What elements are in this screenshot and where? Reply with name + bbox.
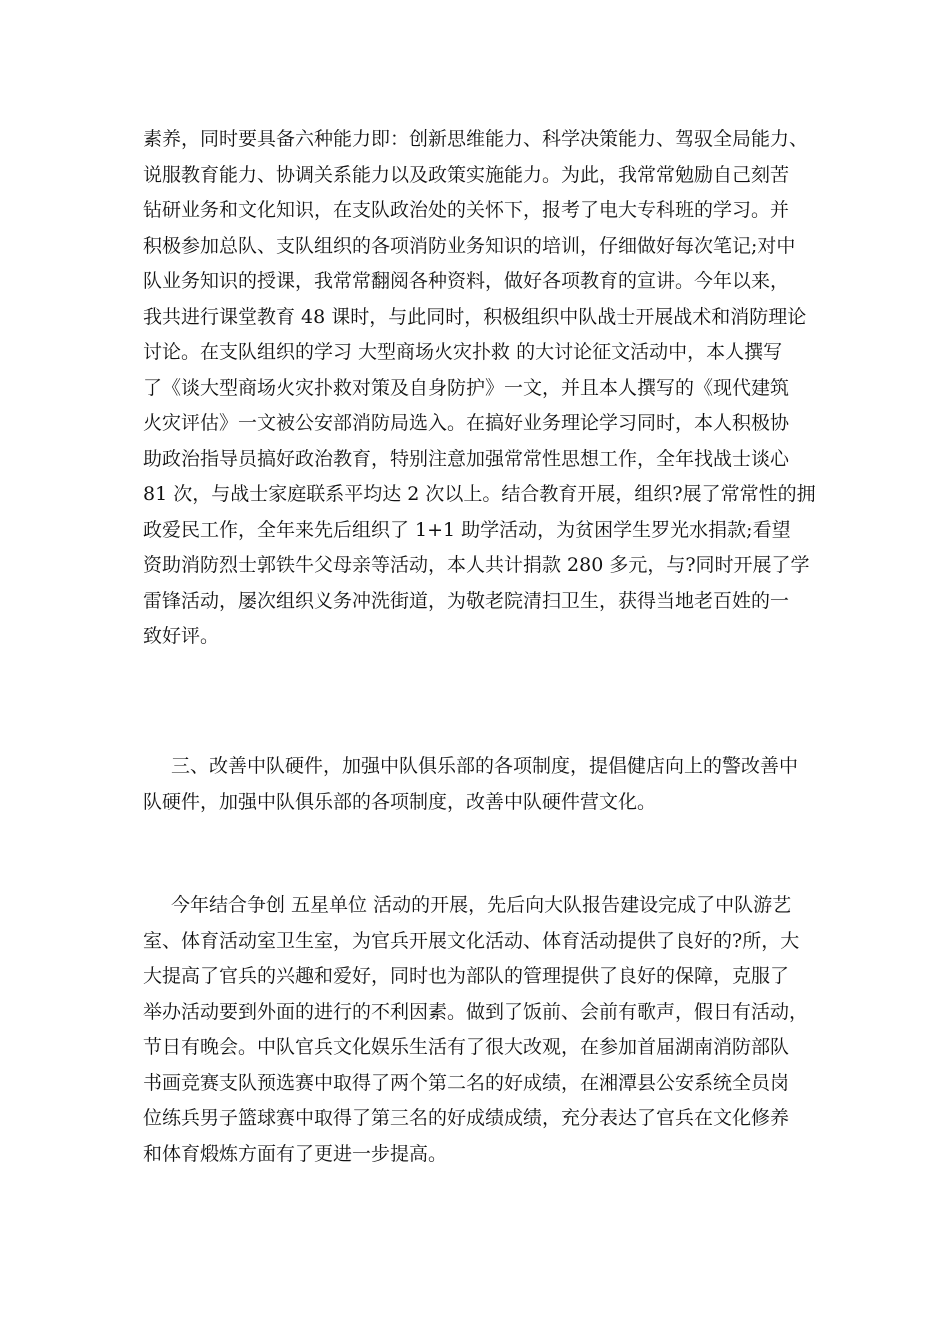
text-line: 队业务知识的授课，我常常翻阅各种资料，做好各项教育的宣讲。今年以来， bbox=[143, 270, 790, 292]
text-line: 队硬件，加强中队俱乐部的各项制度，改善中队硬件营文化。 bbox=[143, 790, 657, 813]
text-line: 三、改善中队硬件，加强中队俱乐部的各项制度，提倡健店向上的警改善中 bbox=[171, 755, 799, 777]
paragraph-section-three-heading bbox=[143, 749, 815, 820]
text-line: 室、体育活动室卫生室，为官兵开展文化活动、体育活动提供了良好的?所，大 bbox=[143, 929, 800, 952]
text-line: 书画竞赛支队预选赛中取得了两个第二名的好成绩，在湘潭县公安系统全员岗 bbox=[143, 1071, 790, 1094]
text-line: 81 次，与战士家庭联系平均达 2 次以上。结合教育开展，组织?展了常常性的拥 bbox=[143, 483, 816, 505]
text-line: 资助消防烈士郭铁牛父母亲等活动，本人共计捐款 280 多元，与?同时开展了学 bbox=[143, 554, 810, 576]
text-line: 大提高了官兵的兴趣和爱好，同时也为部队的管理提供了良好的保障，克服了 bbox=[143, 965, 790, 987]
text-line: 火灾评估》一文被公安部消防局选入。在搞好业务理论学习同时，本人积极协 bbox=[143, 412, 790, 434]
text-line: 致好评。 bbox=[143, 625, 220, 647]
text-line: 钻研业务和文化知识，在支队政治处的关怀下，报考了电大专科班的学习。并 bbox=[143, 199, 790, 221]
text-line: 助政治指导员搞好政治教育，特别注意加强常常性思想工作，全年找战士谈心 bbox=[143, 447, 790, 470]
text-line: 节日有晚会。中队官兵文化娱乐生活有了很大改观，在参加首届湖南消防部队 bbox=[143, 1036, 790, 1058]
text-line: 和体育煅炼方面有了更进一步提高。 bbox=[143, 1142, 448, 1165]
text-line: 举办活动要到外面的进行的不利因素。做到了饭前、会前有歌声，假日有活动， bbox=[143, 1000, 809, 1023]
paragraph-study-and-activities bbox=[143, 122, 815, 655]
text-line: 位练兵男子篮球赛中取得了第三名的好成绩成绩，充分表达了官兵在文化修养 bbox=[143, 1107, 790, 1129]
text-line: 今年结合争创 五星单位 活动的开展，先后向大队报告建设完成了中队游艺 bbox=[171, 894, 792, 916]
text-line: 说服教育能力、协调关系能力以及政策实施能力。为此，我常常勉励自己刻苦 bbox=[143, 163, 790, 186]
text-line: 了《谈大型商场火灾扑救对策及自身防护》一文，并且本人撰写的《现代建筑 bbox=[143, 376, 790, 399]
paragraph-recreation-facilities bbox=[143, 888, 815, 1172]
text-line: 积极参加总队、支队组织的各项消防业务知识的培训，仔细做好每次笔记;对中 bbox=[143, 234, 796, 257]
text-line: 我共进行课堂教育 48 课时，与此同时，积极组织中队战士开展战术和消防理论 bbox=[143, 305, 807, 328]
text-line: 素养，同时要具备六种能力即：创新思维能力、科学决策能力、驾驭全局能力、 bbox=[143, 128, 809, 150]
text-line: 讨论。在支队组织的学习 大型商场火灾扑救 的大讨论征文活动中，本人撰写 bbox=[143, 341, 783, 363]
text-line: 雷锋活动，屡次组织义务冲洗街道，为敬老院清扫卫生，获得当地老百姓的一 bbox=[143, 589, 790, 612]
text-line: 政爱民工作，全年来先后组织了 1+1 助学活动，为贫困学生罗光水捐款;看望 bbox=[143, 518, 791, 541]
